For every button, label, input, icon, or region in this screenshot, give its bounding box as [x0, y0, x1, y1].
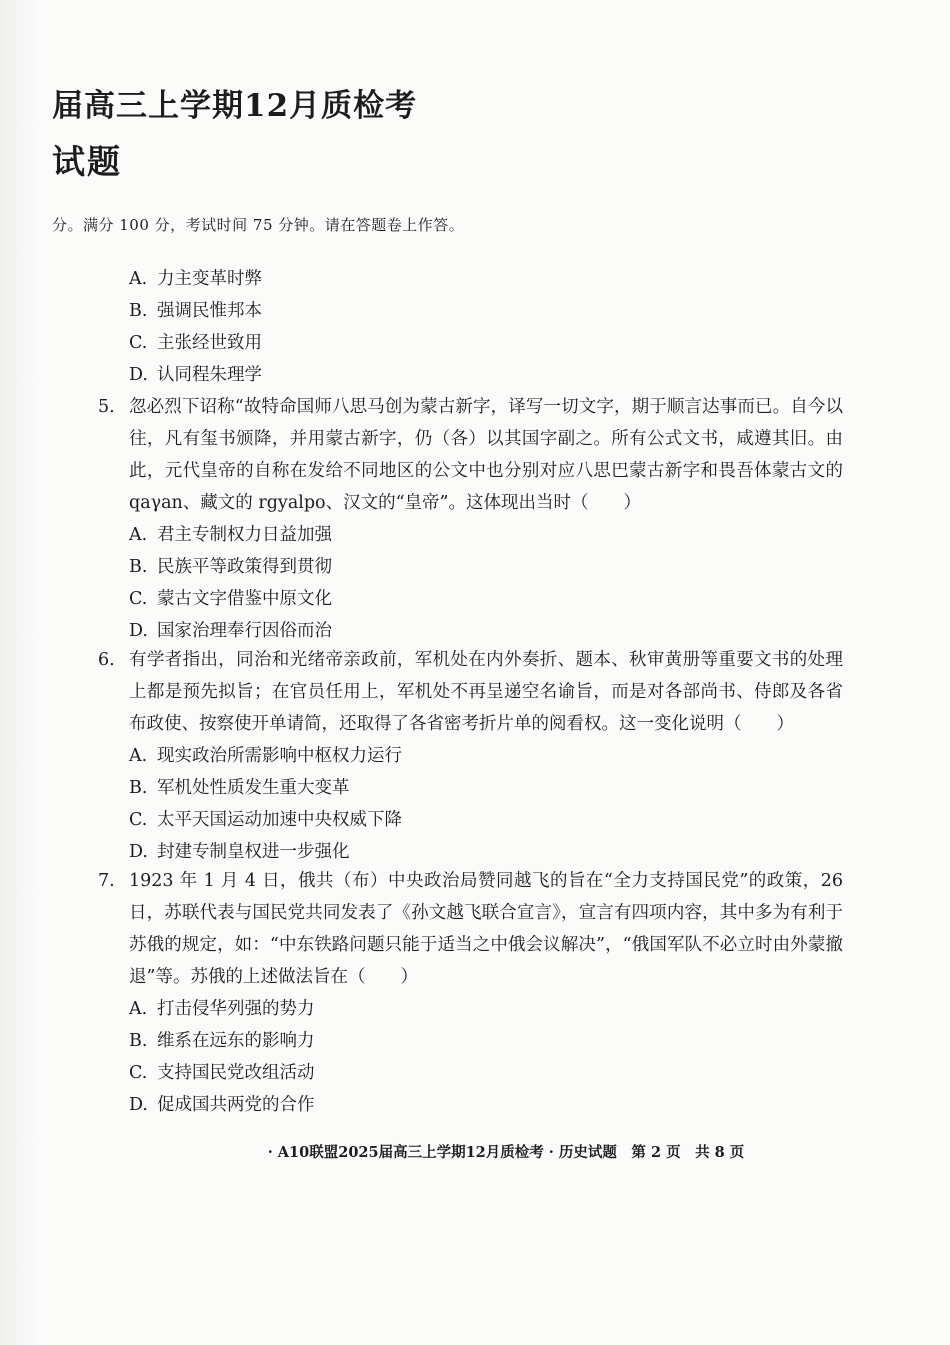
question-number: 5. — [98, 397, 115, 417]
option-7a — [98, 993, 843, 1025]
option-letter: D. — [129, 1095, 148, 1115]
option-7b — [98, 1025, 843, 1057]
option-text: 打击侵华列强的势力 — [157, 999, 315, 1019]
question-text: 1923 年 1 月 4 日，俄共（布）中央政治局赞同越飞的旨在“全力支持国民党”的政策，26 日，苏联代表与国民党共同发表了《孙文越飞联合宣言》，宣言有四项内容，其中多为有利于苏俄的规定，如：“中东铁路问题只能于适当之中俄会议解决”，“俄国军队不必立时由外蒙撤退”等。苏俄的上述做法旨在（ ） — [129, 871, 843, 987]
option-text: 维系在远东的影响力 — [157, 1031, 315, 1051]
question-text: 有学者指出，同治和光绪帝亲政前，军机处在内外奏折、题本、秋审黄册等重要文书的处理上都是预先拟旨；在官员任用上，军机处不再呈递空名谕旨，而是对各部尚书、侍郎及各省布政使、按察使开单请简，还取得了各省密考折片单的阅看权。这一变化说明（ ） — [129, 650, 843, 734]
option-letter: C. — [129, 810, 148, 830]
option-text: 君主专制权力日益加强 — [157, 525, 332, 545]
option-6d — [98, 836, 843, 868]
question-text: 忽必烈下诏称“故特命国师八思马创为蒙古新字，译写一切文字，期于顺言达事而已。自今以往，凡有玺书颁降，并用蒙古新字，仍（各）以其国字副之。所有公式文书，咸遵其旧。由此，元代皇帝的自称在发给不同地区的公文中也分别对应八思巴蒙古新字和畏吾体蒙古文的 qaγan、藏文的 rgyalpo、汉文的“皇帝”。这体现出当时（ ） — [129, 397, 843, 513]
option-letter: D. — [129, 621, 148, 641]
option-6b — [98, 772, 843, 804]
option-letter: A. — [129, 269, 148, 289]
option-text: 太平天国运动加速中央权威下降 — [157, 810, 402, 830]
option-6a — [98, 740, 843, 772]
option-text: 强调民惟邦本 — [157, 301, 262, 321]
option-letter: A. — [129, 525, 148, 545]
option-6c — [98, 804, 843, 836]
option-letter: C. — [129, 589, 148, 609]
page-footer: · A10联盟2025届高三上学期12月质检考 · 历史试题 第 2 页 共 8 页 — [267, 1144, 745, 1161]
question-6 — [98, 644, 843, 868]
option-text: 民族平等政策得到贯彻 — [157, 557, 332, 577]
question-number: 6. — [98, 650, 115, 670]
option-letter: B. — [129, 301, 148, 321]
exam-title: 届高三上学期12月质检考 — [52, 88, 418, 124]
option-text: 国家治理奉行因俗而治 — [157, 621, 332, 641]
option-4c — [98, 327, 843, 359]
option-text: 主张经世致用 — [157, 333, 262, 353]
option-4b — [98, 295, 843, 327]
option-letter: A. — [129, 746, 148, 766]
question-number: 7. — [98, 871, 115, 891]
option-text: 认同程朱理学 — [157, 365, 262, 385]
option-5c — [98, 583, 843, 615]
question-7 — [98, 865, 843, 1121]
option-letter: B. — [129, 778, 148, 798]
question-5 — [98, 391, 843, 647]
option-4a — [98, 263, 843, 295]
option-letter: B. — [129, 557, 148, 577]
option-text: 促成国共两党的合作 — [157, 1095, 315, 1115]
option-5d — [98, 615, 843, 647]
option-letter: B. — [129, 1031, 148, 1051]
option-5b — [98, 551, 843, 583]
option-text: 支持国民党改组活动 — [157, 1063, 315, 1083]
question-4-options — [98, 263, 843, 391]
option-text: 现实政治所需影响中枢权力运行 — [157, 746, 402, 766]
exam-instructions: 分。满分 100 分，考试时间 75 分钟。请在答题卷上作答。 — [52, 216, 465, 234]
option-4d — [98, 359, 843, 391]
option-7c — [98, 1057, 843, 1089]
question-5-stem — [98, 391, 843, 519]
option-letter: C. — [129, 1063, 148, 1083]
option-letter: A. — [129, 999, 148, 1019]
option-letter: D. — [129, 365, 148, 385]
option-5a — [98, 519, 843, 551]
option-text: 蒙古文字借鉴中原文化 — [157, 589, 332, 609]
option-letter: C. — [129, 333, 148, 353]
option-letter: D. — [129, 842, 148, 862]
option-7d — [98, 1089, 843, 1121]
question-7-stem — [98, 865, 843, 993]
option-text: 封建专制皇权进一步强化 — [157, 842, 350, 862]
option-text: 军机处性质发生重大变革 — [157, 778, 350, 798]
question-6-stem — [98, 644, 843, 740]
exam-subtitle: 试题 — [52, 142, 122, 181]
option-text: 力主变革时弊 — [157, 269, 262, 289]
